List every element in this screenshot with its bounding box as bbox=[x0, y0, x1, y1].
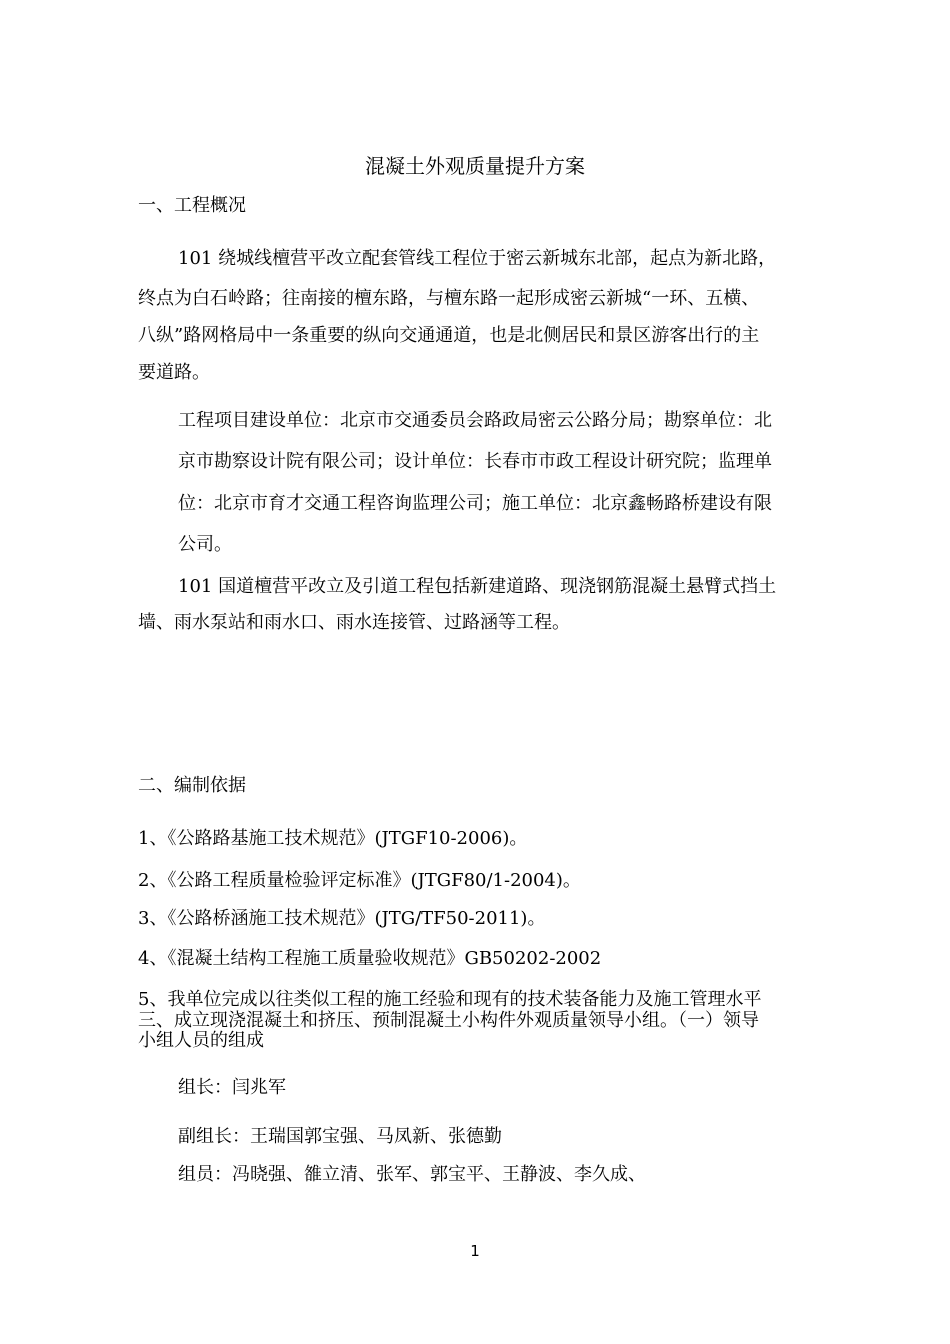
paragraph-line: 八纵”路网格局中一条重要的纵向交通通道，也是北侧居民和景区游客出行的主 bbox=[138, 325, 760, 346]
paragraph-line: 墙、雨水泵站和雨水口、雨水连接管、过路涵等工程。 bbox=[138, 612, 570, 633]
paragraph-line: 101 绕城线檀营平改立配套管线工程位于密云新城东北部，起点为新北路， bbox=[178, 248, 777, 269]
paragraph-line: 小组人员的组成 bbox=[138, 1030, 264, 1051]
group-vice-leaders: 副组长：王瑞国郭宝强、马凤新、张德勤 bbox=[178, 1126, 502, 1147]
paragraph-line: 工程项目建设单位：北京市交通委员会路政局密云公路分局；勘察单位：北 bbox=[178, 410, 772, 431]
basis-list-item: 1、《公路路基施工技术规范》(JTGF10-2006)。 bbox=[138, 828, 528, 849]
group-leader: 组长：闫兆军 bbox=[178, 1077, 286, 1098]
paragraph-line: 京市勘察设计院有限公司；设计单位：长春市市政工程设计研究院；监理单 bbox=[178, 451, 772, 472]
paragraph-line: 三、成立现浇混凝土和挤压、预制混凝土小构件外观质量领导小组。（一）领导 bbox=[138, 1010, 759, 1031]
document-title: 混凝土外观质量提升方案 bbox=[365, 154, 585, 178]
paragraph-line: 要道路。 bbox=[138, 362, 210, 383]
page-number: 1 bbox=[470, 1242, 480, 1260]
group-members: 组员：冯晓强、雒立清、张军、郭宝平、王静波、李久成、 bbox=[178, 1164, 646, 1185]
paragraph-line: 公司。 bbox=[178, 534, 232, 555]
basis-list-item: 4、《混凝土结构工程施工质量验收规范》GB50202-2002 bbox=[138, 948, 602, 969]
basis-list-item: 2、《公路工程质量检验评定标准》(JTGF80/1-2004)。 bbox=[138, 870, 581, 891]
paragraph-line: 101 国道檀营平改立及引道工程包括新建道路、现浇钢筋混凝土悬臂式挡土 bbox=[178, 576, 777, 597]
section-heading-overview: 一、工程概况 bbox=[138, 195, 246, 216]
paragraph-line: 位：北京市育才交通工程咨询监理公司；施工单位：北京鑫畅路桥建设有限 bbox=[178, 493, 772, 514]
basis-list-item: 5、我单位完成以往类似工程的施工经验和现有的技术装备能力及施工管理水平 bbox=[138, 989, 762, 1010]
section-heading-basis: 二、编制依据 bbox=[138, 775, 246, 796]
basis-list-item: 3、《公路桥涵施工技术规范》(JTG/TF50-2011)。 bbox=[138, 908, 546, 929]
paragraph-line: 终点为白石岭路；往南接的檀东路，与檀东路一起形成密云新城“一环、五横、 bbox=[138, 288, 760, 309]
